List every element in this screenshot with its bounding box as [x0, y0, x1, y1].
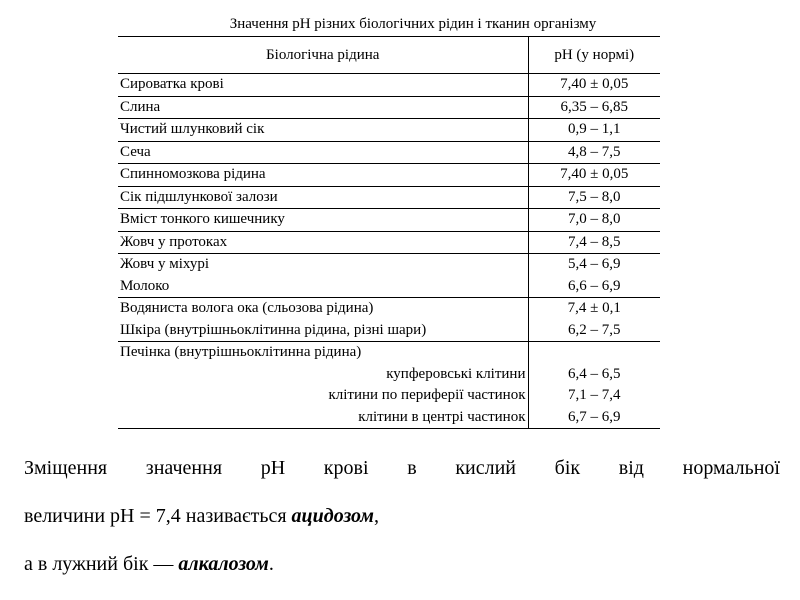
- table-row: [118, 342, 660, 429]
- paragraph-text: величини рН = 7,4 називається: [24, 505, 292, 527]
- cell-fluid-name: [118, 298, 528, 342]
- paragraph-acidosis-line1: Зміщення значення рН крові в кислий бік від нормальної: [24, 457, 780, 479]
- cell-ph-value: [528, 231, 660, 254]
- fluid-name: Водяниста волога ока (сльозова рідина): [120, 300, 374, 316]
- fluid-name: Сеча: [120, 143, 151, 160]
- ph-value: 5,4 – 6,9: [568, 256, 621, 272]
- term-acidosis: ацидозом: [291, 505, 374, 527]
- paragraph-punctuation: ,: [373, 505, 379, 527]
- cell-ph-value: [528, 164, 660, 187]
- ph-value: 7,0 – 8,0: [568, 211, 621, 227]
- term-alkalosis: алкалозом: [178, 553, 269, 575]
- table-row: [118, 164, 660, 187]
- table-body: [118, 74, 660, 429]
- cell-fluid-name: [118, 342, 528, 429]
- fluid-name: Слина: [120, 98, 161, 115]
- ph-value: 6,4 – 6,5: [568, 365, 621, 382]
- table-row: [118, 74, 660, 97]
- ph-table: [118, 36, 660, 429]
- fluid-name: Молоко: [120, 277, 170, 294]
- fluid-name: купферовські клітини: [386, 365, 526, 382]
- fluid-name: Жовч у протоках: [120, 233, 228, 250]
- ph-value: 6,6 – 6,9: [568, 277, 621, 294]
- table-title: Значення рН різних біологічних рідин і тканин організму: [229, 16, 597, 32]
- fluid-name: Сироватка крові: [120, 76, 224, 92]
- fluid-name: Шкіра (внутрішньоклітинна рідина, різні шари): [120, 321, 427, 338]
- ph-value: 7,5 – 8,0: [568, 188, 621, 205]
- ph-table-block: [118, 14, 660, 429]
- cell-fluid-name: [118, 141, 528, 164]
- cell-fluid-name: [118, 119, 528, 142]
- table-row: [118, 186, 660, 209]
- fluid-name: Печінка (внутрішньоклітинна рідина): [120, 344, 362, 360]
- column-header-ph: рН (у нормі): [528, 37, 660, 74]
- column-header-fluid: Біологічна рідина: [118, 37, 528, 74]
- ph-value: 0,9 – 1,1: [568, 121, 621, 137]
- ph-value: 6,2 – 7,5: [568, 321, 621, 338]
- fluid-name: Чистий шлунковий сік: [120, 121, 265, 137]
- cell-ph-value: [528, 342, 660, 429]
- ph-value: 7,40 ± 0,05: [560, 76, 629, 92]
- paragraph-acidosis-line2: [24, 504, 780, 528]
- ph-value: 6,7 – 6,9: [568, 408, 621, 425]
- table-row: [118, 96, 660, 119]
- cell-ph-value: [528, 254, 660, 298]
- table-header-row: [118, 37, 660, 74]
- cell-fluid-name: [118, 186, 528, 209]
- fluid-name: Спинномозкова рідина: [120, 166, 266, 182]
- cell-ph-value: [528, 119, 660, 142]
- paragraph-punctuation: .: [268, 553, 274, 575]
- ph-value: 7,4 ± 0,1: [567, 300, 621, 316]
- cell-fluid-name: [118, 231, 528, 254]
- paragraph-alkalosis: [24, 552, 780, 576]
- ph-value: 7,4 – 8,5: [568, 233, 621, 250]
- cell-ph-value: [528, 298, 660, 342]
- cell-fluid-name: [118, 96, 528, 119]
- cell-ph-value: [528, 74, 660, 97]
- table-row: [118, 141, 660, 164]
- fluid-name: Сік підшлункової залози: [120, 188, 278, 205]
- table-row: [118, 119, 660, 142]
- ph-value: 7,1 – 7,4: [568, 387, 621, 403]
- cell-fluid-name: [118, 209, 528, 232]
- table-row: [118, 231, 660, 254]
- fluid-name: Вміст тонкого кишечнику: [120, 211, 285, 227]
- ph-value: 7,40 ± 0,05: [560, 166, 629, 182]
- paragraph-text: а в лужний бік —: [24, 553, 179, 575]
- blank-line: [531, 342, 659, 364]
- fluid-name: клітини по периферії частинок: [328, 387, 526, 403]
- cell-ph-value: [528, 141, 660, 164]
- cell-fluid-name: [118, 254, 528, 298]
- cell-ph-value: [528, 186, 660, 209]
- fluid-name: Жовч у міхурі: [120, 256, 209, 272]
- fluid-name: клітини в центрі частинок: [358, 408, 526, 425]
- cell-fluid-name: [118, 164, 528, 187]
- cell-fluid-name: [118, 74, 528, 97]
- ph-value: 6,35 – 6,85: [560, 98, 628, 115]
- table-row: [118, 254, 660, 298]
- cell-ph-value: [528, 96, 660, 119]
- table-row: [118, 298, 660, 342]
- cell-ph-value: [528, 209, 660, 232]
- ph-value: 4,8 – 7,5: [568, 143, 621, 160]
- table-row: [118, 209, 660, 232]
